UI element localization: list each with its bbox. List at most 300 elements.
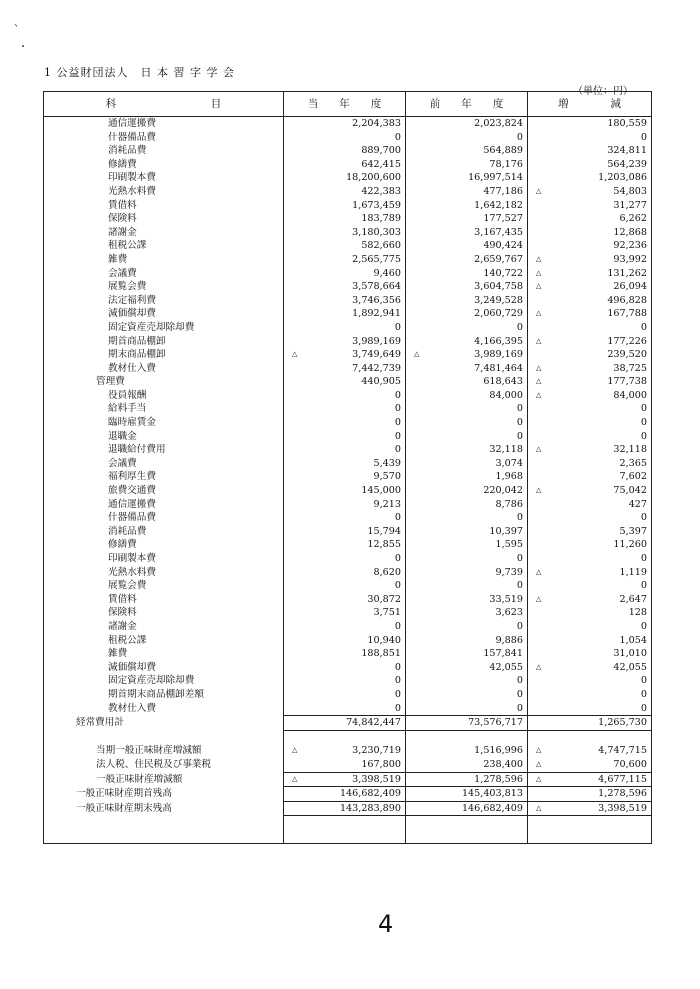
current-year-value-cell xyxy=(284,267,406,281)
change-value: 5,397 xyxy=(619,525,647,537)
change-value: 1,119 xyxy=(619,566,647,578)
previous-year-value-cell xyxy=(406,511,528,525)
negative-mark xyxy=(292,702,302,716)
negative-mark xyxy=(414,606,424,620)
negative-mark xyxy=(536,525,546,539)
previous-year-value-cell xyxy=(406,674,528,688)
previous-year-value: 42,055 xyxy=(489,661,523,673)
change-value-cell xyxy=(528,498,652,512)
current-year-value-cell xyxy=(284,158,406,172)
change-value-cell xyxy=(528,280,652,294)
negative-mark xyxy=(536,511,546,525)
current-year-value: 3,230,719 xyxy=(352,745,401,757)
negative-mark xyxy=(414,498,424,512)
table-row xyxy=(44,661,652,675)
negative-mark xyxy=(414,484,424,498)
change-value: 7,602 xyxy=(619,471,647,483)
current-year-value-cell xyxy=(284,606,406,620)
change-value-cell xyxy=(528,171,652,185)
row-label: 光熱水料費 xyxy=(44,566,284,580)
current-year-value-cell xyxy=(284,457,406,471)
row-label: 租税公課 xyxy=(44,634,284,648)
negative-mark xyxy=(536,144,546,158)
current-year-value: 582,660 xyxy=(361,240,401,252)
change-value: 0 xyxy=(640,131,647,143)
table-row xyxy=(44,226,652,240)
negative-mark xyxy=(536,538,546,552)
current-year-value-cell xyxy=(284,226,406,240)
previous-year-value: 4,166,395 xyxy=(474,335,523,347)
header-item: 科 目 xyxy=(44,92,284,117)
change-value: 1,203,086 xyxy=(598,172,647,184)
previous-year-value-cell xyxy=(406,772,528,787)
row-label: 福利厚生費 xyxy=(44,470,284,484)
change-value-cell xyxy=(528,674,652,688)
current-year-value: 0 xyxy=(394,444,401,456)
change-value: 496,828 xyxy=(607,294,647,306)
previous-year-value-cell xyxy=(406,552,528,566)
negative-mark xyxy=(536,199,546,213)
previous-year-value-cell xyxy=(406,443,528,457)
current-year-value: 0 xyxy=(394,580,401,592)
previous-year-value: 3,604,758 xyxy=(474,281,523,293)
previous-year-value: 1,595 xyxy=(495,539,523,551)
table-row xyxy=(44,511,652,525)
change-value: 4,747,715 xyxy=(598,745,647,757)
previous-year-value-cell xyxy=(406,538,528,552)
current-year-value: 8,620 xyxy=(373,566,401,578)
change-value-cell xyxy=(528,199,652,213)
current-year-value: 2,204,383 xyxy=(352,118,401,129)
table-row xyxy=(44,593,652,607)
negative-mark xyxy=(414,457,424,471)
previous-year-value: 9,739 xyxy=(495,566,523,578)
row-label: 旅費交通費 xyxy=(44,484,284,498)
previous-year-value-cell xyxy=(406,688,528,702)
negative-mark xyxy=(292,321,302,335)
current-year-value-cell xyxy=(284,362,406,376)
current-year-value-cell xyxy=(284,307,406,321)
negative-mark xyxy=(536,620,546,634)
table-row xyxy=(44,402,652,416)
previous-year-value-cell xyxy=(406,185,528,199)
change-value: 324,811 xyxy=(607,145,647,157)
change-value: 1,278,596 xyxy=(598,788,647,800)
change-value-cell xyxy=(528,335,652,349)
change-value-cell xyxy=(528,661,652,675)
change-value: 75,042 xyxy=(613,485,647,497)
previous-year-value-cell xyxy=(406,484,528,498)
negative-mark xyxy=(414,787,424,801)
previous-year-value: 2,659,767 xyxy=(474,253,523,265)
previous-year-value-cell xyxy=(406,702,528,716)
previous-year-value: 78,176 xyxy=(489,158,523,170)
previous-year-value: 84,000 xyxy=(489,389,523,401)
previous-year-value: 0 xyxy=(516,321,523,333)
previous-year-value-cell xyxy=(406,470,528,484)
current-year-value: 0 xyxy=(394,620,401,632)
negative-mark xyxy=(536,321,546,335)
negative-mark xyxy=(292,457,302,471)
change-value: 0 xyxy=(640,675,647,687)
negative-mark xyxy=(292,253,302,267)
negative-mark xyxy=(536,674,546,688)
previous-year-value: 3,167,435 xyxy=(474,226,523,238)
previous-year-value: 0 xyxy=(516,131,523,143)
change-value: 6,262 xyxy=(619,213,647,225)
negative-mark xyxy=(292,185,302,199)
current-year-value-cell xyxy=(284,688,406,702)
current-year-value-cell xyxy=(284,212,406,226)
negative-mark xyxy=(536,226,546,240)
row-label: 法定福利費 xyxy=(44,294,284,308)
row-label: 租税公課 xyxy=(44,239,284,253)
change-value: 54,803 xyxy=(613,185,647,197)
table-row xyxy=(44,117,652,131)
current-year-value: 0 xyxy=(394,512,401,524)
previous-year-value: 490,424 xyxy=(483,240,523,252)
previous-year-value-cell xyxy=(406,606,528,620)
current-year-value: 3,989,169 xyxy=(352,335,401,347)
previous-year-value-cell xyxy=(406,389,528,403)
change-value-cell xyxy=(528,758,652,772)
previous-year-value: 0 xyxy=(516,702,523,714)
row-label: 雑費 xyxy=(44,253,284,267)
change-value-cell xyxy=(528,416,652,430)
change-value: 1,054 xyxy=(619,634,647,646)
negative-mark xyxy=(292,416,302,430)
change-value: 0 xyxy=(640,430,647,442)
row-label: 消耗品費 xyxy=(44,525,284,539)
current-year-value: 0 xyxy=(394,675,401,687)
negative-mark xyxy=(292,226,302,240)
current-year-value: 9,460 xyxy=(373,267,401,279)
current-year-value: 12,855 xyxy=(367,539,401,551)
change-value-cell xyxy=(528,267,652,281)
previous-year-value: 618,643 xyxy=(483,376,523,388)
negative-mark xyxy=(414,511,424,525)
previous-year-value: 1,968 xyxy=(495,471,523,483)
negative-mark xyxy=(414,552,424,566)
table-row xyxy=(44,787,652,802)
change-value-cell xyxy=(528,593,652,607)
negative-mark xyxy=(536,634,546,648)
change-value: 0 xyxy=(640,553,647,564)
previous-year-value: 73,576,717 xyxy=(468,717,523,729)
row-label: 減価償却費 xyxy=(44,307,284,321)
change-value-cell xyxy=(528,830,652,844)
header-previous-year: 前 年 度 xyxy=(406,92,528,117)
negative-mark xyxy=(292,634,302,648)
negative-mark: △ xyxy=(536,746,542,755)
table-row xyxy=(44,185,652,199)
row-label: 雑費 xyxy=(44,647,284,661)
previous-year-value-cell xyxy=(406,566,528,580)
previous-year-value: 157,841 xyxy=(483,648,523,660)
negative-mark xyxy=(536,552,546,566)
negative-mark xyxy=(414,321,424,335)
table-row xyxy=(44,348,652,362)
row-label: 保険料 xyxy=(44,606,284,620)
change-value-cell xyxy=(528,647,652,661)
change-value-cell xyxy=(528,566,652,580)
previous-year-value-cell xyxy=(406,239,528,253)
previous-year-value-cell xyxy=(406,402,528,416)
previous-year-value: 3,623 xyxy=(495,607,523,619)
current-year-value-cell xyxy=(284,484,406,498)
negative-mark xyxy=(536,416,546,430)
negative-mark xyxy=(536,171,546,185)
negative-mark xyxy=(414,131,424,145)
current-year-value: 146,682,409 xyxy=(339,788,401,800)
negative-mark xyxy=(414,307,424,321)
change-value: 0 xyxy=(640,580,647,592)
negative-mark: △ xyxy=(536,662,542,671)
negative-mark: △ xyxy=(536,594,542,603)
change-value-cell xyxy=(528,389,652,403)
negative-mark xyxy=(414,226,424,240)
negative-mark xyxy=(536,470,546,484)
change-value-cell xyxy=(528,525,652,539)
change-value-cell xyxy=(528,212,652,226)
table-row xyxy=(44,801,652,816)
change-value: 31,010 xyxy=(613,648,647,660)
negative-mark: △ xyxy=(536,336,542,345)
change-value-cell xyxy=(528,579,652,593)
change-value-cell xyxy=(528,131,652,145)
change-value: 564,239 xyxy=(607,158,647,170)
row-label: 固定資産売却除却費 xyxy=(44,674,284,688)
change-value-cell xyxy=(528,634,652,648)
current-year-value-cell xyxy=(284,647,406,661)
row-label: 印刷製本費 xyxy=(44,171,284,185)
negative-mark xyxy=(414,362,424,376)
row-label: 通信運搬費 xyxy=(44,117,284,131)
current-year-value-cell xyxy=(284,579,406,593)
table-row xyxy=(44,702,652,716)
negative-mark xyxy=(292,606,302,620)
change-value: 26,094 xyxy=(613,281,647,293)
previous-year-value-cell xyxy=(406,362,528,376)
blank-row xyxy=(44,830,652,844)
previous-year-value-cell xyxy=(406,647,528,661)
previous-year-value: 0 xyxy=(516,430,523,442)
negative-mark xyxy=(292,199,302,213)
previous-year-value: 9,886 xyxy=(495,634,523,646)
negative-mark xyxy=(292,688,302,702)
negative-mark xyxy=(414,402,424,416)
negative-mark xyxy=(292,212,302,226)
negative-mark xyxy=(292,579,302,593)
negative-mark xyxy=(414,443,424,457)
previous-year-value-cell xyxy=(406,579,528,593)
change-value: 180,559 xyxy=(607,118,647,129)
current-year-value-cell xyxy=(284,321,406,335)
negative-mark xyxy=(292,239,302,253)
current-year-value-cell xyxy=(284,816,406,830)
current-year-value-cell xyxy=(284,538,406,552)
current-year-value: 0 xyxy=(394,702,401,714)
row-label: 一般正味財産期首残高 xyxy=(44,787,284,802)
change-value-cell xyxy=(528,484,652,498)
table-row xyxy=(44,335,652,349)
current-year-value: 74,842,447 xyxy=(346,717,401,729)
row-label: 保険料 xyxy=(44,212,284,226)
negative-mark xyxy=(292,552,302,566)
change-value: 427 xyxy=(628,498,647,510)
current-year-value: 18,200,600 xyxy=(346,172,401,184)
previous-year-value: 2,060,729 xyxy=(474,308,523,320)
change-value-cell xyxy=(528,402,652,416)
unit-label: （単位：円） xyxy=(573,86,633,97)
negative-mark xyxy=(536,688,546,702)
current-year-value-cell xyxy=(284,674,406,688)
change-value-cell xyxy=(528,511,652,525)
current-year-value-cell xyxy=(284,185,406,199)
table-row xyxy=(44,144,652,158)
previous-year-value-cell xyxy=(406,307,528,321)
change-value-cell xyxy=(528,457,652,471)
current-year-value-cell xyxy=(284,199,406,213)
change-value-cell xyxy=(528,730,652,744)
current-year-value-cell xyxy=(284,511,406,525)
negative-mark xyxy=(292,171,302,185)
table-row xyxy=(44,716,652,731)
change-value-cell xyxy=(528,538,652,552)
change-value-cell xyxy=(528,117,652,131)
negative-mark xyxy=(292,498,302,512)
negative-mark xyxy=(414,158,424,172)
current-year-value-cell xyxy=(284,593,406,607)
previous-year-value-cell xyxy=(406,171,528,185)
previous-year-value-cell xyxy=(406,816,528,830)
negative-mark: △ xyxy=(536,363,542,372)
table-row xyxy=(44,171,652,185)
previous-year-value-cell xyxy=(406,730,528,744)
table-row xyxy=(44,538,652,552)
change-value-cell xyxy=(528,716,652,731)
negative-mark xyxy=(292,674,302,688)
negative-mark xyxy=(536,239,546,253)
change-value: 0 xyxy=(640,620,647,632)
negative-mark: △ xyxy=(536,282,542,291)
current-year-value-cell xyxy=(284,239,406,253)
current-year-value: 9,570 xyxy=(373,471,401,483)
negative-mark xyxy=(414,212,424,226)
current-year-value: 30,872 xyxy=(367,593,401,605)
negative-mark xyxy=(414,579,424,593)
change-value: 0 xyxy=(640,702,647,714)
page-number: 4 xyxy=(378,910,394,938)
change-value-cell xyxy=(528,321,652,335)
negative-mark xyxy=(292,294,302,308)
previous-year-value-cell xyxy=(406,144,528,158)
change-value-cell xyxy=(528,362,652,376)
negative-mark xyxy=(414,702,424,716)
previous-year-value: 477,186 xyxy=(483,185,523,197)
previous-year-value-cell xyxy=(406,158,528,172)
change-value: 12,868 xyxy=(613,226,647,238)
negative-mark xyxy=(414,199,424,213)
negative-mark xyxy=(536,579,546,593)
change-value-cell xyxy=(528,470,652,484)
negative-mark: △ xyxy=(292,746,298,755)
previous-year-value: 0 xyxy=(516,512,523,524)
negative-mark: △ xyxy=(414,350,420,359)
current-year-value-cell xyxy=(284,498,406,512)
negative-mark xyxy=(414,802,424,816)
current-year-value: 0 xyxy=(394,661,401,673)
previous-year-value: 146,682,409 xyxy=(461,802,523,814)
previous-year-value-cell xyxy=(406,801,528,816)
previous-year-value: 0 xyxy=(516,675,523,687)
negative-mark xyxy=(292,267,302,281)
negative-mark: △ xyxy=(536,390,542,399)
table-row xyxy=(44,566,652,580)
table-row xyxy=(44,674,652,688)
current-year-value: 9,213 xyxy=(373,498,401,510)
previous-year-value: 145,403,813 xyxy=(461,788,523,800)
previous-year-value: 1,642,182 xyxy=(474,199,523,211)
negative-mark xyxy=(536,131,546,145)
negative-mark xyxy=(292,389,302,403)
current-year-value-cell xyxy=(284,661,406,675)
row-label: 什器備品費 xyxy=(44,131,284,145)
change-value-cell xyxy=(528,430,652,444)
row-label: 一般正味財産増減額 xyxy=(44,772,284,787)
negative-mark xyxy=(414,758,424,772)
negative-mark xyxy=(414,185,424,199)
negative-mark xyxy=(292,335,302,349)
change-value: 4,677,115 xyxy=(598,773,647,785)
row-label: 期首商品棚卸 xyxy=(44,335,284,349)
current-year-value-cell xyxy=(284,566,406,580)
change-value-cell xyxy=(528,253,652,267)
negative-mark xyxy=(292,470,302,484)
change-value: 84,000 xyxy=(613,389,647,401)
change-value: 2,647 xyxy=(619,593,647,605)
row-label: 一般正味財産期末残高 xyxy=(44,801,284,816)
current-year-value: 3,749,649 xyxy=(352,349,401,361)
table-body xyxy=(44,117,652,844)
table-row xyxy=(44,389,652,403)
current-year-value-cell xyxy=(284,552,406,566)
change-value-cell xyxy=(528,787,652,802)
current-year-value-cell xyxy=(284,430,406,444)
previous-year-value-cell xyxy=(406,131,528,145)
negative-mark xyxy=(536,787,546,801)
row-label: 諸謝金 xyxy=(44,226,284,240)
negative-mark xyxy=(292,144,302,158)
negative-mark xyxy=(292,362,302,376)
current-year-value: 3,398,519 xyxy=(352,773,401,785)
current-year-value: 3,180,303 xyxy=(352,226,401,238)
current-year-value-cell xyxy=(284,389,406,403)
row-label: 修繕費 xyxy=(44,538,284,552)
negative-mark xyxy=(414,294,424,308)
negative-mark xyxy=(292,661,302,675)
negative-mark xyxy=(414,647,424,661)
negative-mark xyxy=(536,702,546,716)
change-value: 3,398,519 xyxy=(598,802,647,814)
table-row xyxy=(44,307,652,321)
current-year-value-cell xyxy=(284,744,406,758)
change-value: 0 xyxy=(640,688,647,700)
current-year-value-cell xyxy=(284,443,406,457)
current-year-value: 0 xyxy=(394,389,401,401)
change-value: 0 xyxy=(640,403,647,415)
change-value: 70,600 xyxy=(613,758,647,770)
